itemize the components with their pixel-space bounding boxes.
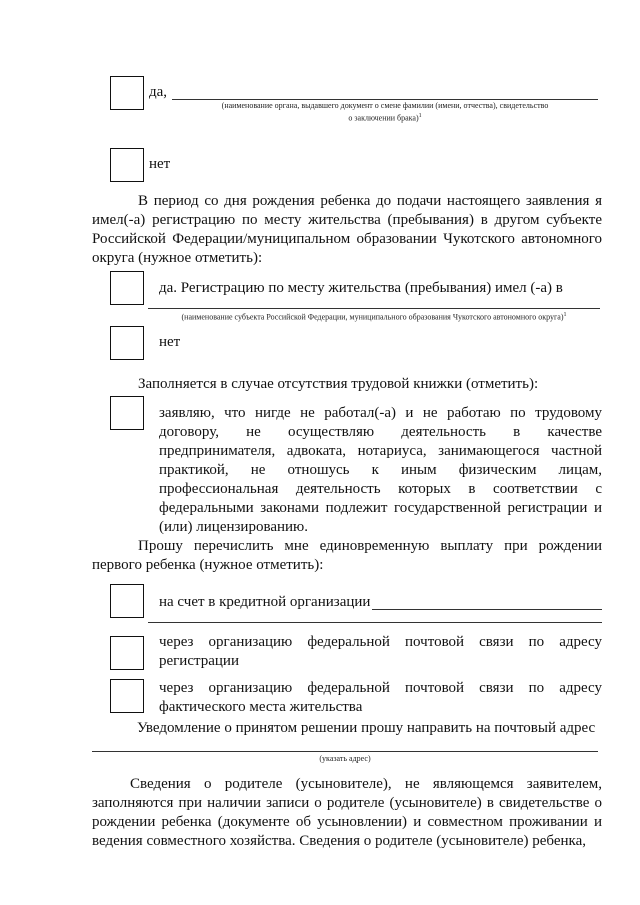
checkbox-not-employed[interactable]	[110, 396, 144, 430]
payment-post-residence-label: через организацию федеральной почтовой связи по адресу фактического места жительства	[159, 680, 602, 715]
footnote-marker: 1	[563, 312, 567, 318]
checkbox-registration-no[interactable]	[110, 326, 144, 360]
workbook-heading: Заполняется в случае отсутствия трудовой книжки (отметить):	[138, 376, 539, 392]
checkbox-name-change-no[interactable]	[110, 148, 144, 182]
name-change-no-label: нет	[149, 156, 171, 172]
registration-region-hint: (наименование субъекта Российской Федерации, муниципального образования Чукотского автономного округа)	[181, 312, 564, 322]
footnote-marker: 1	[418, 113, 422, 119]
registration-region-hint-wrap	[148, 310, 600, 323]
payment-post-registration-label: через организацию федеральной почтовой связи по адресу регистрации	[159, 634, 602, 669]
name-change-hint-line1: (наименование органа, выдавшего документ о смене фамилии (имени, отчества), свидетельство	[221, 101, 549, 110]
other-parent-paragraph: Сведения о родителе (усыновителе), не являющемся заявителем, заполняются при наличии записи о родителе (усыновителе) в свидетельстве о рождении ребенка (документе об усыновлении) и совместном проживании и ведения совместного хозяйства. Сведения о родителе (усыновителе) ребенка,	[92, 776, 602, 849]
name-change-yes-label: да,	[149, 84, 168, 100]
payment-bank-label: на счет в кредитной организации	[159, 594, 371, 610]
bank-account-field-continuation[interactable]	[148, 622, 602, 623]
registration-region-field[interactable]	[148, 308, 600, 309]
registration-paragraph: В период со дня рождения ребенка до подачи настоящего заявления я имел(-а) регистрацию по месту жительства (пребывания) в другом субъекте Российской Федерации/муниципальном образовании Чукотского автономного округа (нужное отметить):	[92, 193, 602, 266]
payment-paragraph: Прошу перечислить мне единовременную выплату при рождении первого ребенка (нужное отметить):	[92, 538, 602, 573]
postal-address-hint: (указать адрес)	[319, 754, 371, 763]
checkbox-name-change-yes[interactable]	[110, 76, 144, 110]
not-employed-statement: заявляю, что нигде не работал(-а) и не работаю по трудовому договору, не осуществляю деятельность в качестве предпринимателя, адвоката, нотариуса, занимающегося частной практикой, не отношусь к иным физическим лицам, профессиональная деятельность которых в соответствии с федеральными законами подлежит государственной регистрации и (или) лицензированию.	[159, 405, 602, 535]
checkbox-payment-post-registration[interactable]	[110, 636, 144, 670]
name-change-hint-line2-wrap	[172, 111, 598, 124]
name-change-hint	[172, 101, 598, 124]
registration-yes-label: да. Регистрацию по месту жительства (пребывания) имел (-а) в	[159, 280, 563, 296]
checkbox-payment-bank[interactable]	[110, 584, 144, 618]
postal-address-field[interactable]	[92, 751, 598, 752]
notification-text: Уведомление о принятом решении прошу направить на почтовый адрес	[137, 720, 596, 736]
checkbox-payment-post-residence[interactable]	[110, 679, 144, 713]
name-change-authority-field[interactable]	[172, 99, 598, 100]
bank-account-field[interactable]	[372, 609, 602, 610]
registration-no-label: нет	[159, 334, 181, 350]
checkbox-registration-yes[interactable]	[110, 271, 144, 305]
name-change-hint-line2: о заключении брака)	[348, 113, 419, 123]
